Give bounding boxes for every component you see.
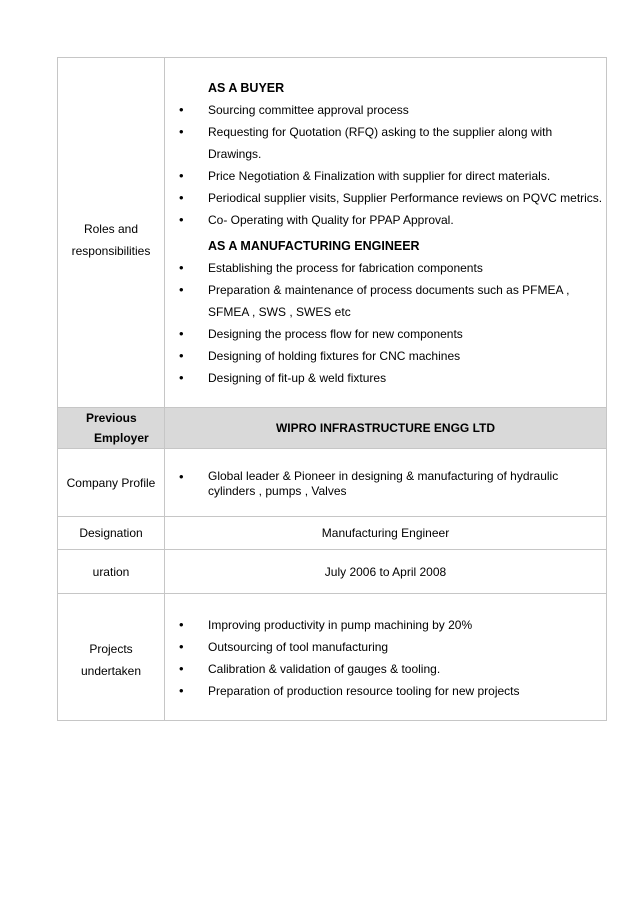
designation-label: Designation [58,517,165,550]
company-profile-content [165,449,607,517]
projects-label-line1: Projects [89,642,133,656]
buyer-heading: AS A BUYER [208,81,285,95]
previous-employer-row [58,408,607,449]
mfg-list [165,257,606,389]
list-item [165,466,606,499]
duration-row [58,550,607,594]
projects-content [165,594,607,721]
previous-employer-value: WIPRO INFRASTRUCTURE ENGG LTD [165,408,607,449]
list-item: • Preparation & maintenance of process documents such as PFMEA , [165,279,606,301]
company-profile-line1: Global leader & Pioneer in designing & manufacturing of hydraulic [208,469,559,483]
company-profile-list [165,466,606,499]
projects-row [58,594,607,721]
company-profile-line2: cylinders , pumps , Valves [208,484,347,498]
list-item: • Designing of holding fixtures for CNC machines [165,345,606,367]
list-item: • Price Negotiation & Finalization with supplier for direct materials. [165,165,606,187]
list-item: • Designing of fit-up & weld fixtures [165,367,606,389]
roles-label-line2: responsibilities [71,243,151,258]
list-item: • Co- Operating with Quality for PPAP Approval. [165,209,606,231]
designation-value: Manufacturing Engineer [165,517,607,550]
roles-row [58,58,607,408]
previous-employer-label-line2: Employer [94,431,149,445]
list-item: • Preparation of production resource tooling for new projects [165,680,606,702]
employment-table [57,57,607,721]
duration-value: July 2006 to April 2008 [165,550,607,594]
projects-label-line2: undertaken [80,664,142,678]
buyer-list [165,99,606,231]
company-profile-label: Company Profile [58,449,165,517]
list-item: • Sourcing committee approval process [165,99,606,121]
list-item: • Periodical supplier visits, Supplier Performance reviews on PQVC metrics. [165,187,606,209]
company-profile-row [58,449,607,517]
list-item-continuation: Drawings. [208,147,262,161]
list-item: • Designing the process flow for new components [165,323,606,345]
list-item: • Outsourcing of tool manufacturing [165,636,606,658]
previous-employer-label-line1: Previous [86,411,137,425]
roles-label-cell [58,58,165,408]
mfg-heading: AS A MANUFACTURING ENGINEER [208,239,420,253]
list-item-continuation: SFMEA , SWS , SWES etc [208,305,351,319]
list-item: • Requesting for Quotation (RFQ) asking to the supplier along with [165,121,606,143]
roles-content-cell [165,58,607,408]
list-item: • Improving productivity in pump machining by 20% [165,614,606,636]
list-item: • Calibration & validation of gauges & tooling. [165,658,606,680]
roles-label-line1: Roles and [83,221,139,236]
designation-row [58,517,607,550]
list-item: • Establishing the process for fabrication components [165,257,606,279]
previous-employer-label-cell [58,408,165,449]
duration-label: uration [58,550,165,594]
projects-label-cell [58,594,165,721]
projects-list [165,614,606,702]
